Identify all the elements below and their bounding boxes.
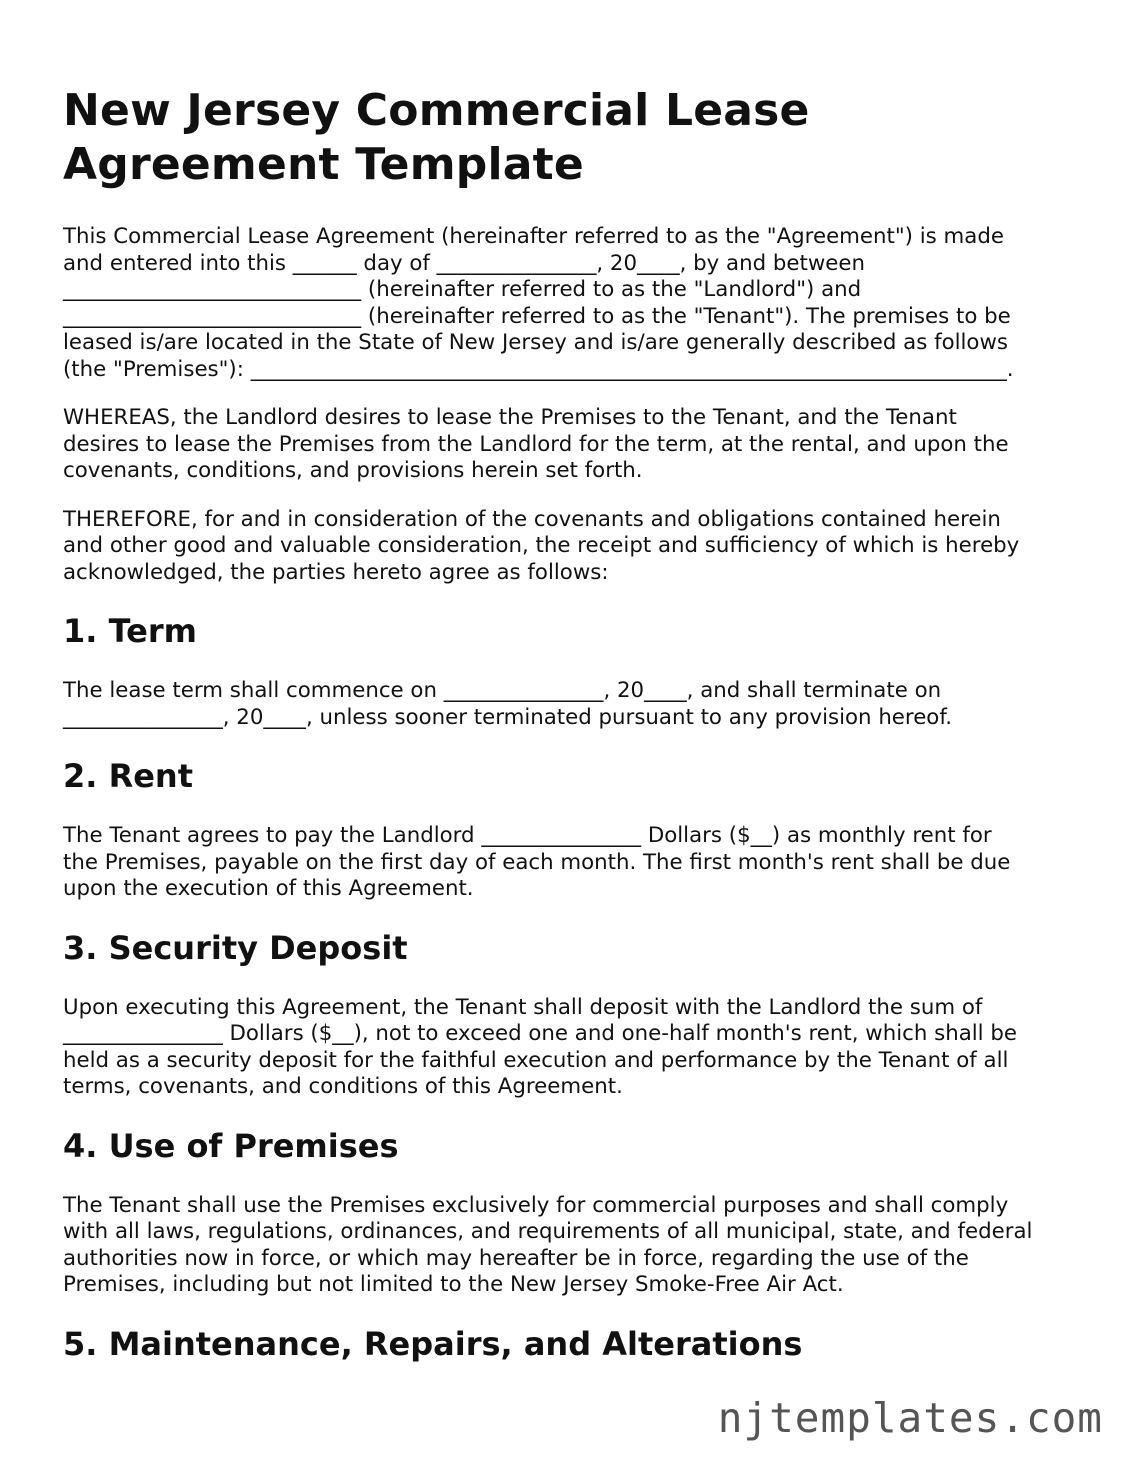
section-body-rent: The Tenant agrees to pay the Landlord _______________ Dollars ($__) as monthly rent for the Premises, payable on the first day of each month. The first month's rent shall be due upon the execution of this Agreement. bbox=[63, 823, 1011, 901]
therefore-paragraph: THEREFORE, for and in consideration of the covenants and obligations contained herein and other good and valuable consideration, the receipt and sufficiency of which is hereby acknowledged, the parties hereto agree as follows: bbox=[63, 506, 1020, 585]
section-heading-rent: 2. Rent bbox=[63, 757, 193, 795]
document-title: New Jersey Commercial Lease Agreement Template bbox=[63, 85, 810, 190]
section-heading-use-of-premises: 4. Use of Premises bbox=[63, 1126, 399, 1165]
whereas-paragraph: WHEREAS, the Landlord desires to lease the Premises to the Tenant, and the Tenant desires to lease the Premises from the Landlord for the term, at the rental, and upon the covenants, conditions, and provisions herein set forth. bbox=[63, 405, 1009, 483]
section-body-security-deposit: Upon executing this Agreement, the Tenant shall deposit with the Landlord the sum of _______________ Dollars ($__), not to exceed one and one-half month's rent, which shall be held as a security deposit for the faithful execution and performance by the Tenant of all terms, covenants, and conditions of this Agreement. bbox=[63, 994, 1017, 1099]
document-page bbox=[63, 84, 1078, 1391]
section-heading-security-deposit: 3. Security Deposit bbox=[63, 928, 408, 967]
section-body-use-of-premises: The Tenant shall use the Premises exclusively for commercial purposes and shall comply with all laws, regulations, ordinances, and requirements of all municipal, state, and federal authorities now in force, or which may hereafter be in force, regarding the use of the Premises, including but not limited to the New Jersey Smoke-Free Air Act. bbox=[63, 1192, 1033, 1297]
section-heading-term: 1. Term bbox=[63, 612, 197, 650]
section-heading-maintenance: 5. Maintenance, Repairs, and Alterations bbox=[63, 1324, 803, 1363]
site-watermark: njtemplates.com bbox=[717, 1394, 1103, 1442]
intro-paragraph: This Commercial Lease Agreement (hereinafter referred to as the "Agreement") is made and entered into this ______ day of _______________, 20____, by and between ____________________________ (hereinafter referred to as the "Landlord") and ____________________________ (hereinafter referred to as the "Tenant"). The premises to be leased is/are located in the State of New Jersey and is/are generally described as follows (the "Premises"): _______________________________________________________________________. bbox=[63, 224, 1014, 382]
section-body-term: The lease term shall commence on _______________, 20____, and shall terminate on _______________, 20____, unless sooner terminated pursuant to any provision hereof. bbox=[63, 678, 953, 730]
